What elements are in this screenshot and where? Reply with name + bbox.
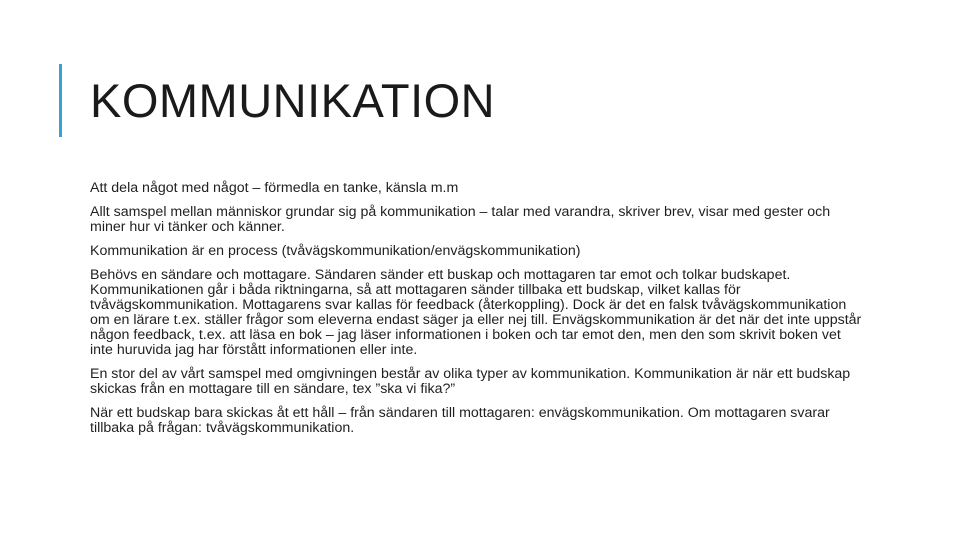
body-paragraph-4: Behövs en sändare och mottagare. Sändaren sänder ett buskap och mottagaren tar emot och tolkar budskapet. Kommunikationen går i båda riktningarna, så att mottagaren sänder tillbaka ett budskap, vilket kallas för tvåvägskommunikation. Mottagarens svar kallas för feedback (återkoppling). Dock är det en falsk tvåvägskommunikation om en lärare t.ex. ställer frågor som eleverna endast säger ja eller nej till. Envägskommunikation är det när det inte uppstår någon feedback, t.ex. att läsa en bok – jag läser informationen i boken och tar emot den, men den som skrivit boken vet inte huruvida jag har förstått informationen eller inte.: [90, 267, 862, 358]
body-paragraph-3: Kommunikation är en process (tvåvägskommunikation/envägskommunikation): [90, 243, 581, 259]
slide-title: KOMMUNIKATION: [90, 74, 496, 127]
title-accent-bar: [59, 64, 62, 137]
slide-body: [90, 181, 865, 445]
body-paragraph-6: När ett budskap bara skickas åt ett håll – från sändaren till mottagaren: envägskommunikation. Om mottagaren svarar tillbaka på frågan: tvåvägskommunikation.: [90, 405, 830, 436]
body-paragraph-5: En stor del av vårt samspel med omgivningen består av olika typer av kommunikation. Kommunikation är när ett budskap skickas från en mottagare till en sändare, tex ”ska vi fika?”: [90, 366, 851, 397]
body-paragraph-1: Att dela något med något – förmedla en tanke, känsla m.m: [90, 180, 459, 196]
body-paragraph-2: Allt samspel mellan människor grundar sig på kommunikation – talar med varandra, skriver brev, visar med gester och miner hur vi tänker och känner.: [90, 204, 831, 235]
